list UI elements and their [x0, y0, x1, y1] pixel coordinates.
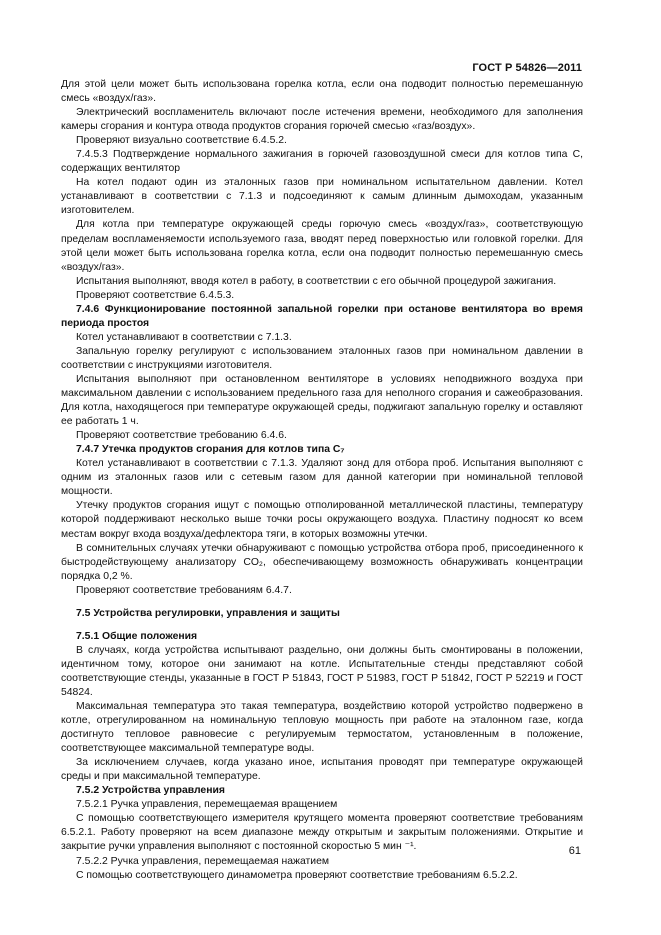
- subsection-heading: 7.5.1 Общие положения: [76, 630, 198, 642]
- clause-heading: 7.4.6 Функционирование постоянной запальной горелки при останове вентилятора во время периода простоя: [61, 303, 583, 329]
- paragraph: Для этой цели может быть использована горелка котла, если она подводит полностью перемешанную смесь «воздух/газ».: [61, 79, 583, 105]
- standard-header: ГОСТ Р 54826—2011: [472, 62, 582, 74]
- section-heading: 7.5 Устройства регулировки, управления и защиты: [76, 607, 340, 619]
- clause-heading: 7.4.5.3 Подтверждение нормального зажигания в горючей газовоздушной смеси для котлов типа С, содержащих вентилятор: [61, 149, 583, 175]
- paragraph: Проверяют соответствие требованиям 6.4.7.: [76, 584, 292, 596]
- paragraph: Котел устанавливают в соответствии с 7.1.3.: [76, 331, 292, 343]
- paragraph: В сомнительных случаях утечки обнаруживают с помощью устройства отбора проб, присоединенного к быстродействующему анализатору CO₂, обеспечивающему возможность обнаруживать концентрации порядка 0,2 %.: [61, 542, 583, 582]
- page-number: 61: [568, 845, 581, 857]
- paragraph: Испытания выполняют при остановленном вентиляторе в условиях неподвижного воздуха при максимальном давлении с использованием предельного газа для неполного сгорания и сажеобразования. Для котла, находящегося при температуре окружающей среды, поджигают запальную горелку и оставляют ее работать 1 ч.: [61, 373, 583, 428]
- paragraph: 7.5.2.2 Ручка управления, перемещаемая нажатием: [76, 855, 330, 867]
- paragraph: С помощью соответствующего измерителя крутящего момента проверяют соответствие требованиям 6.5.2.1. Работу проверяют на всем диапазоне между открытым и закрытым положениями. Открытие и закрытие ручки управления выполняют с постоянной скоростью 5 мин ⁻¹.: [61, 813, 583, 853]
- paragraph: Проверяют соответствие 6.4.5.3.: [76, 289, 235, 301]
- paragraph: На котел подают один из эталонных газов при номинальном испытательном давлении. Котел устанавливают в соответствии с 7.1.3 и подсоединяют к самым длинным дымоходам, указанным изготовителем.: [61, 177, 583, 217]
- paragraph: Максимальная температура это такая температура, воздействию которой устройство подвержено в котле, отрегулированном на номинальную тепловую мощность при работе на эталонном газе, когда достигнуто тепловое равновесие с регулируемым термостатом, установленным в положение, соответствующее максимальной температуре воды.: [61, 701, 583, 755]
- clause-heading: 7.4.7 Утечка продуктов сгорания для котлов типа С₇: [76, 444, 345, 456]
- paragraph: За исключением случаев, когда указано иное, испытания проводят при температуре окружающей среды и при максимальной температуре.: [61, 757, 583, 783]
- clause-heading: 7.5.2 Устройства управления: [76, 785, 225, 797]
- document-body: [61, 78, 583, 883]
- paragraph: Запальную горелку регулируют с использованием эталонных газов при номинальном давлении в соответствии с инструкциями изготовителя.: [61, 345, 583, 371]
- paragraph: Котел устанавливают в соответствии с 7.1.3. Удаляют зонд для отбора проб. Испытания выполняют с одним из эталонных газов или с сетевым газом для данной категории при номинальной тепловой мощности.: [61, 458, 583, 498]
- paragraph: Испытания выполняют, вводя котел в работу, в соответствии с его обычной процедурой зажигания.: [76, 275, 557, 287]
- paragraph: Проверяют визуально соответствие 6.4.5.2.: [76, 135, 287, 147]
- paragraph: Электрический воспламенитель включают после истечения времени, необходимого для заполнения камеры сгорания и контура отвода продуктов сгорания горючей смесью «газ/воздух».: [61, 107, 583, 133]
- paragraph: Для котла при температуре окружающей среды горючую смесь «воздух/газ», соответствующую пределам воспламеняемости используемого газа, вводят перед поверхностью или головкой горелки. Для этой цели может быть использована горелка котла, если она подводит полностью перемешанную смесь «воздух/газ».: [61, 219, 583, 273]
- paragraph: Утечку продуктов сгорания ищут с помощью отполированной металлической пластины, температуру которой поддерживают несколько выше точки росы окружающего воздуха. Пластину подносят ко всем местам вокруг входа воздуха/дефлектора тяги, в которых возможны утечки.: [61, 500, 583, 540]
- paragraph: Проверяют соответствие требованию 6.4.6.: [76, 430, 287, 442]
- paragraph: 7.5.2.1 Ручка управления, перемещаемая вращением: [76, 799, 338, 811]
- paragraph: В случаях, когда устройства испытывают раздельно, они должны быть смонтированы в положении, идентичном тому, которое они занимают на котле. Испытательные стенды представляют собой соответствующие стенды, указанные в ГОСТ Р 51843, ГОСТ Р 51983, ГОСТ Р 51842, ГОСТ Р 52219 и ГОСТ 54824.: [61, 644, 583, 698]
- paragraph: С помощью соответствующего динамометра проверяют соответствие требованиям 6.5.2.2.: [76, 869, 518, 881]
